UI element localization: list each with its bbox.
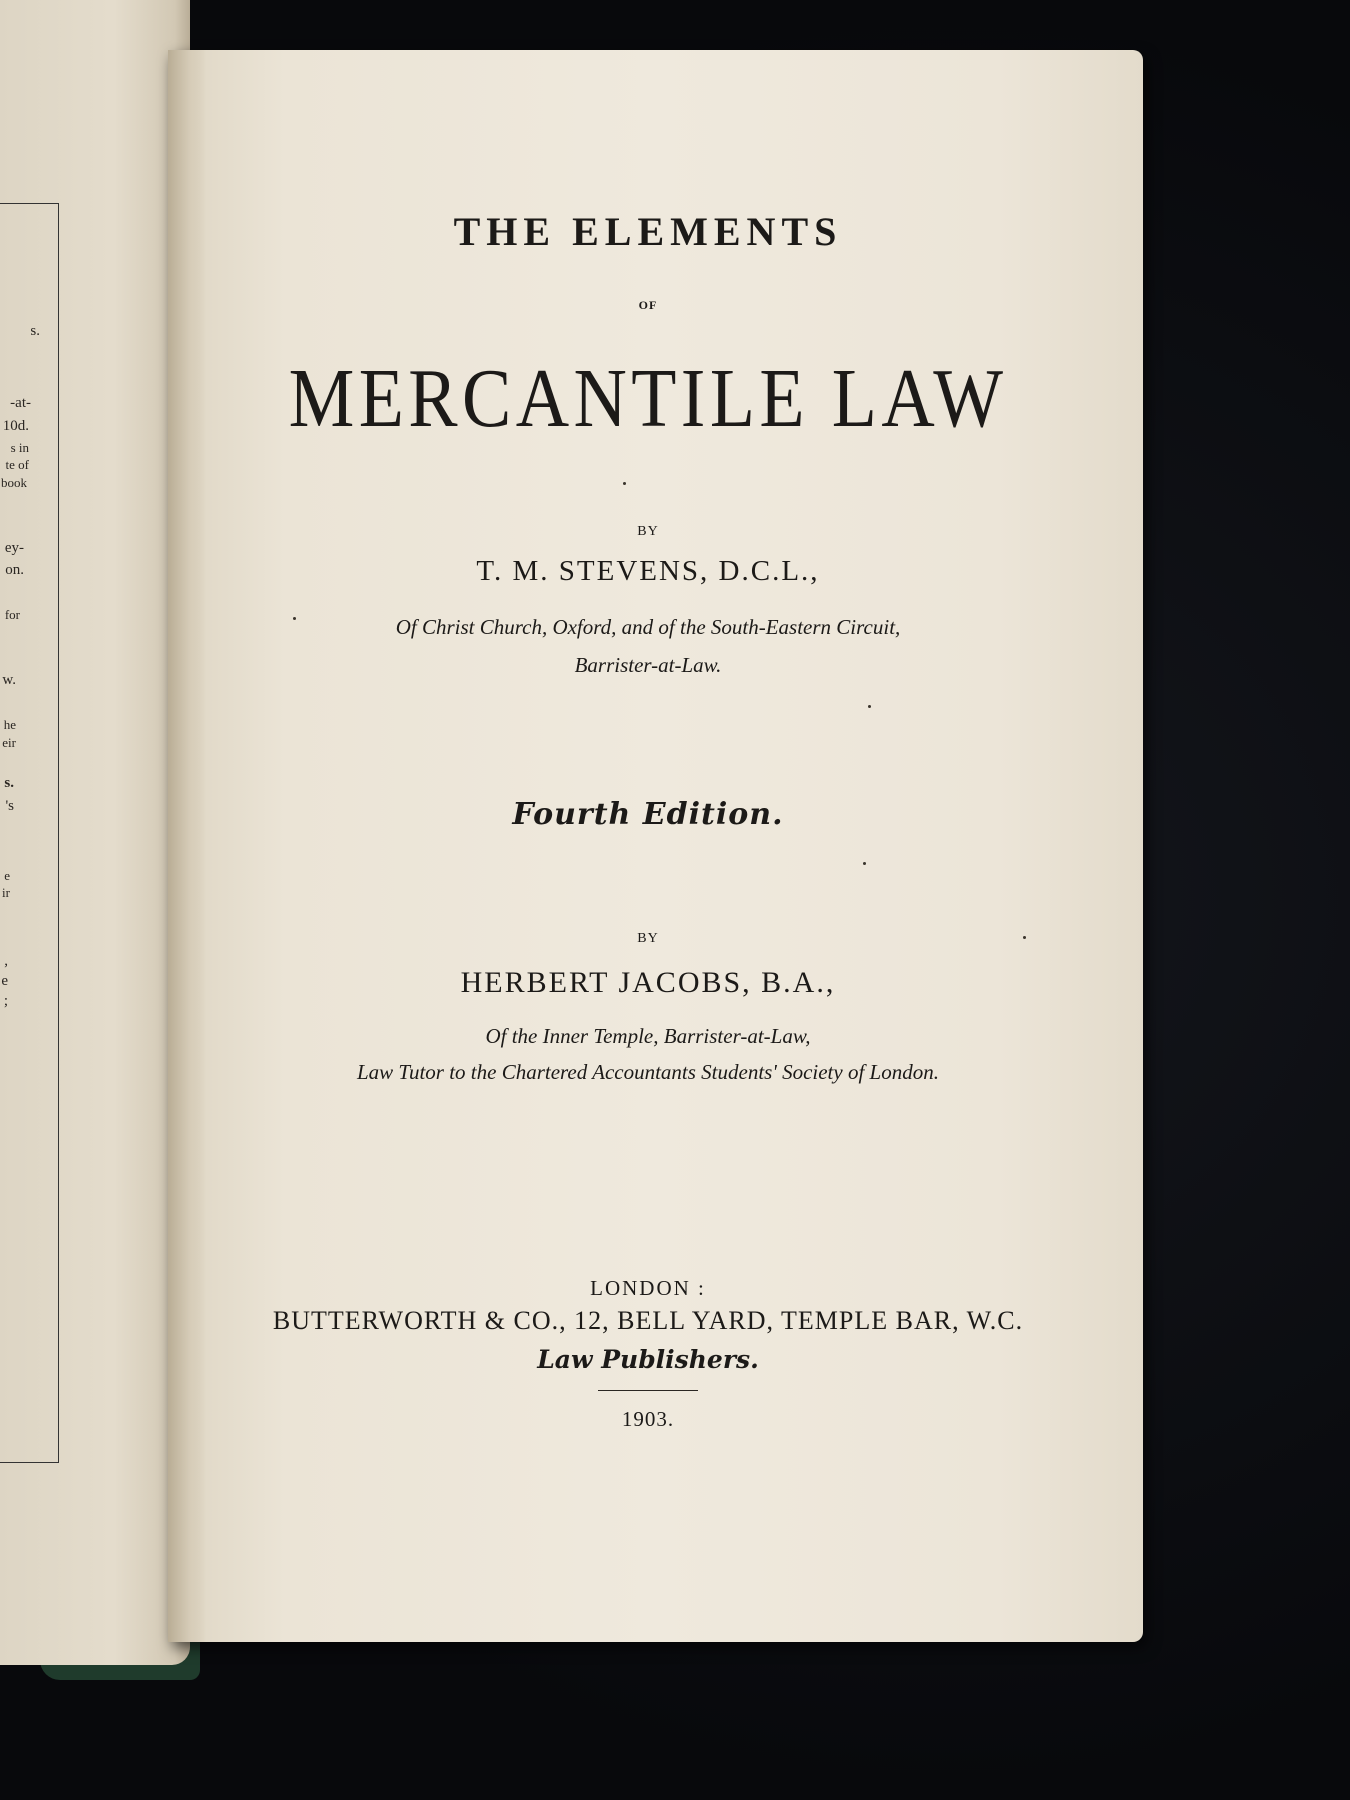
paper-speck [1023, 936, 1026, 939]
edition-label: Fourth Edition. [512, 797, 784, 832]
title-page [168, 50, 1143, 1642]
paper-speck [868, 705, 871, 708]
reviser-name: HERBERT JACOBS, B.A., [460, 966, 836, 999]
reviser-affiliation-line1: Of the Inner Temple, Barrister-at-Law, [485, 1024, 811, 1048]
main-title: MERCANTILE LAW [288, 352, 1008, 445]
paper-speck [623, 482, 626, 485]
left-page-fragment: s. [30, 323, 40, 339]
left-page-fragment: 10d. [2, 418, 29, 434]
author-name: T. M. STEVENS, D.C.L., [476, 555, 820, 587]
left-page-fragment: , [4, 953, 8, 969]
paper-speck [293, 617, 296, 620]
left-page-fragment: e [1, 973, 8, 989]
left-facing-page [0, 0, 190, 1665]
left-page-fragment: book [1, 475, 27, 490]
left-page-fragment: e [4, 868, 10, 883]
left-page-fragment: he [3, 717, 16, 732]
author-affiliation-line1: Of Christ Church, Oxford, and of the South-Eastern Circuit, [395, 615, 901, 639]
left-page-fragment: 's [5, 798, 14, 814]
title-of: OF [638, 298, 658, 312]
title-line-elements: THE ELEMENTS [453, 209, 843, 254]
left-page-fragment: s in [10, 440, 29, 455]
left-page-text-frame [0, 203, 59, 1463]
title-page-content [168, 50, 1143, 1642]
left-page-fragment: s. [4, 775, 14, 791]
by-label-author: BY [637, 524, 659, 539]
left-page-fragment: ey- [4, 540, 24, 556]
paper-speck [863, 862, 866, 865]
publisher-name: BUTTERWORTH & CO., 12, BELL YARD, TEMPLE BAR, W.C. [272, 1306, 1024, 1335]
by-label-reviser: BY [637, 931, 659, 946]
publisher-tagline: Law Publishers. [537, 1345, 759, 1374]
left-page-fragment: ; [3, 993, 8, 1009]
author-affiliation-line2: Barrister-at-Law. [574, 653, 722, 677]
left-page-fragment: w. [2, 672, 16, 688]
publisher-city: LONDON : [590, 1276, 706, 1300]
left-page-fragment: -at- [10, 395, 31, 411]
left-page-fragment: for [4, 607, 20, 622]
left-page-fragment: te of [5, 457, 29, 472]
left-page-fragment: on. [5, 562, 24, 578]
left-page-fragment: ir [2, 885, 10, 900]
left-page-fragment: eir [2, 735, 16, 750]
divider-rule [598, 1390, 698, 1391]
publication-year: 1903. [621, 1407, 675, 1431]
reviser-affiliation-line2: Law Tutor to the Chartered Accountants Students' Society of London. [357, 1060, 939, 1084]
